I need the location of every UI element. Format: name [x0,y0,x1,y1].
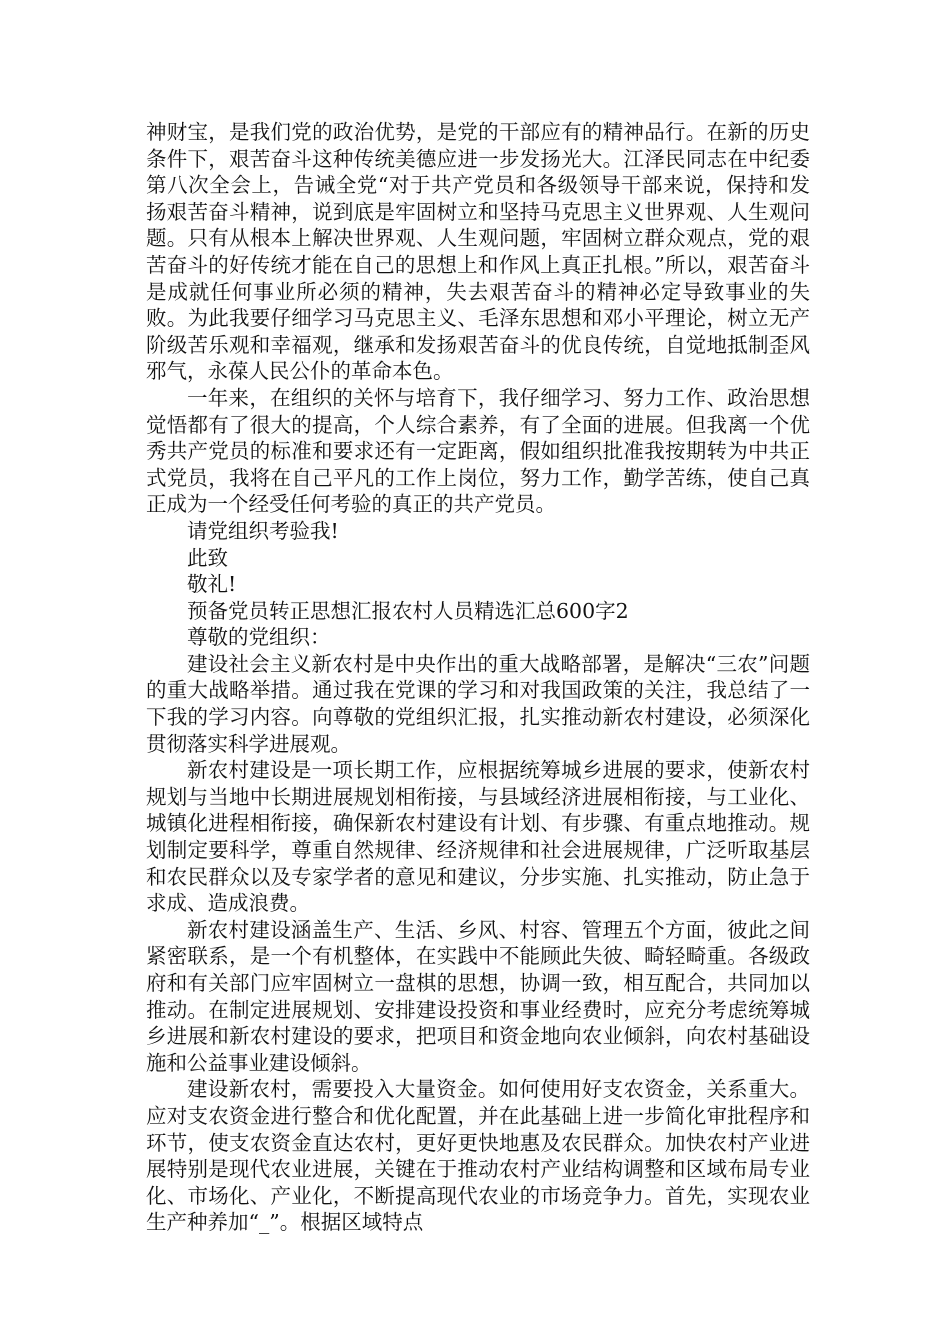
greeting: 尊敬的党组织： [187,625,331,650]
paragraph-5: 新农村建设涵盖生产、生活、乡风、村容、管理五个方面，彼此之间紧密联系，是一个有机整体，在实践中不能顾此失彼、畸轻畸重。各级政府和有关部门应牢固树立一盘棋的思想，协调一致，相互配合，共同加以推动。在制定进展规划、安排建设投资和事业经费时，应充分考虑统筹城乡进展和新农村建设的要求，把项目和资金地向农业倾斜，向农村基础设施和公益事业建设倾斜。 [146,917,810,1075]
paragraph-6: 建设新农村，需要投入大量资金。如何使用好支农资金，关系重大。应对支农资金进行整合和优化配置，并在此基础上进一步简化审批程序和环节，使支农资金直达农村，更好更快地惠及农民群众。加快农村产业进展特别是现代农业进展，关键在于推动农村产业结构调整和区域布局专业化、市场化、产业化，不断提高现代农业的市场竞争力。首先，实现农业生产种养加“_”。根据区域特点 [146,1077,810,1235]
salutation-jingli: 敬礼! [187,572,237,597]
salutation-cizhi: 此致 [187,545,228,570]
request-line: 请党组织考验我! [187,518,339,543]
paragraph-3: 建设社会主义新农村是中央作出的重大战略部署，是解决“三农”问题的重大战略举措。通过我在党课的学习和对我国政策的关注，我总结了一下我的学习内容。向尊敬的党组织汇报，扎实推动新农村建设，必须深化贯彻落实科学进展观。 [146,651,810,756]
paragraph-4: 新农村建设是一项长期工作，应根据统筹城乡进展的要求，使新农村规划与当地中长期进展规划相衔接，与县域经济进展相衔接，与工业化、城镇化进程相衔接，确保新农村建设有计划、有步骤、有重点地推动。规划制定要科学，尊重自然规律、经济规律和社会进展规律，广泛听取基层和农民群众以及专家学者的意见和建议，分步实施、扎实推动，防止急于求成、造成浪费。 [146,758,810,916]
paragraph-2: 一年来，在组织的关怀与培育下，我仔细学习、努力工作、政治思想觉悟都有了很大的提高，个人综合素养，有了全面的进展。但我离一个优秀共产党员的标准和要求还有一定距离，假如组织批准我按期转为中共正式党员，我将在自己平凡的工作上岗位，努力工作，勤学苦练，使自己真正成为一个经受任何考验的真正的共产党员。 [146,385,810,517]
paragraph-1: 神财宝，是我们党的政治优势，是党的干部应有的精神品行。在新的历史条件下，艰苦奋斗这种传统美德应进一步发扬光大。江泽民同志在中纪委第八次全会上，告诫全党“对于共产党员和各级领导干部来说，保持和发扬艰苦奋斗精神，说到底是牢固树立和坚持马克思主义世界观、人生观问题。只有从根本上解决世界观、人生观问题，牢固树立群众观点，党的艰苦奋斗的好传统才能在自己的思想上和作风上真正扎根。”所以，艰苦奋斗是成就任何事业所必须的精神，失去艰苦奋斗的精神必定导致事业的失败。为此我要仔细学习马克思主义、毛泽东思想和邓小平理论，树立无产阶级苦乐观和幸福观，继承和发扬艰苦奋斗的优良传统，自觉地抵制歪风邪气，永葆人民公仆的革命本色。 [146,120,810,384]
section-title: 预备党员转正思想汇报农村人员精选汇总600字2 [187,598,629,623]
document-page [146,119,810,1236]
